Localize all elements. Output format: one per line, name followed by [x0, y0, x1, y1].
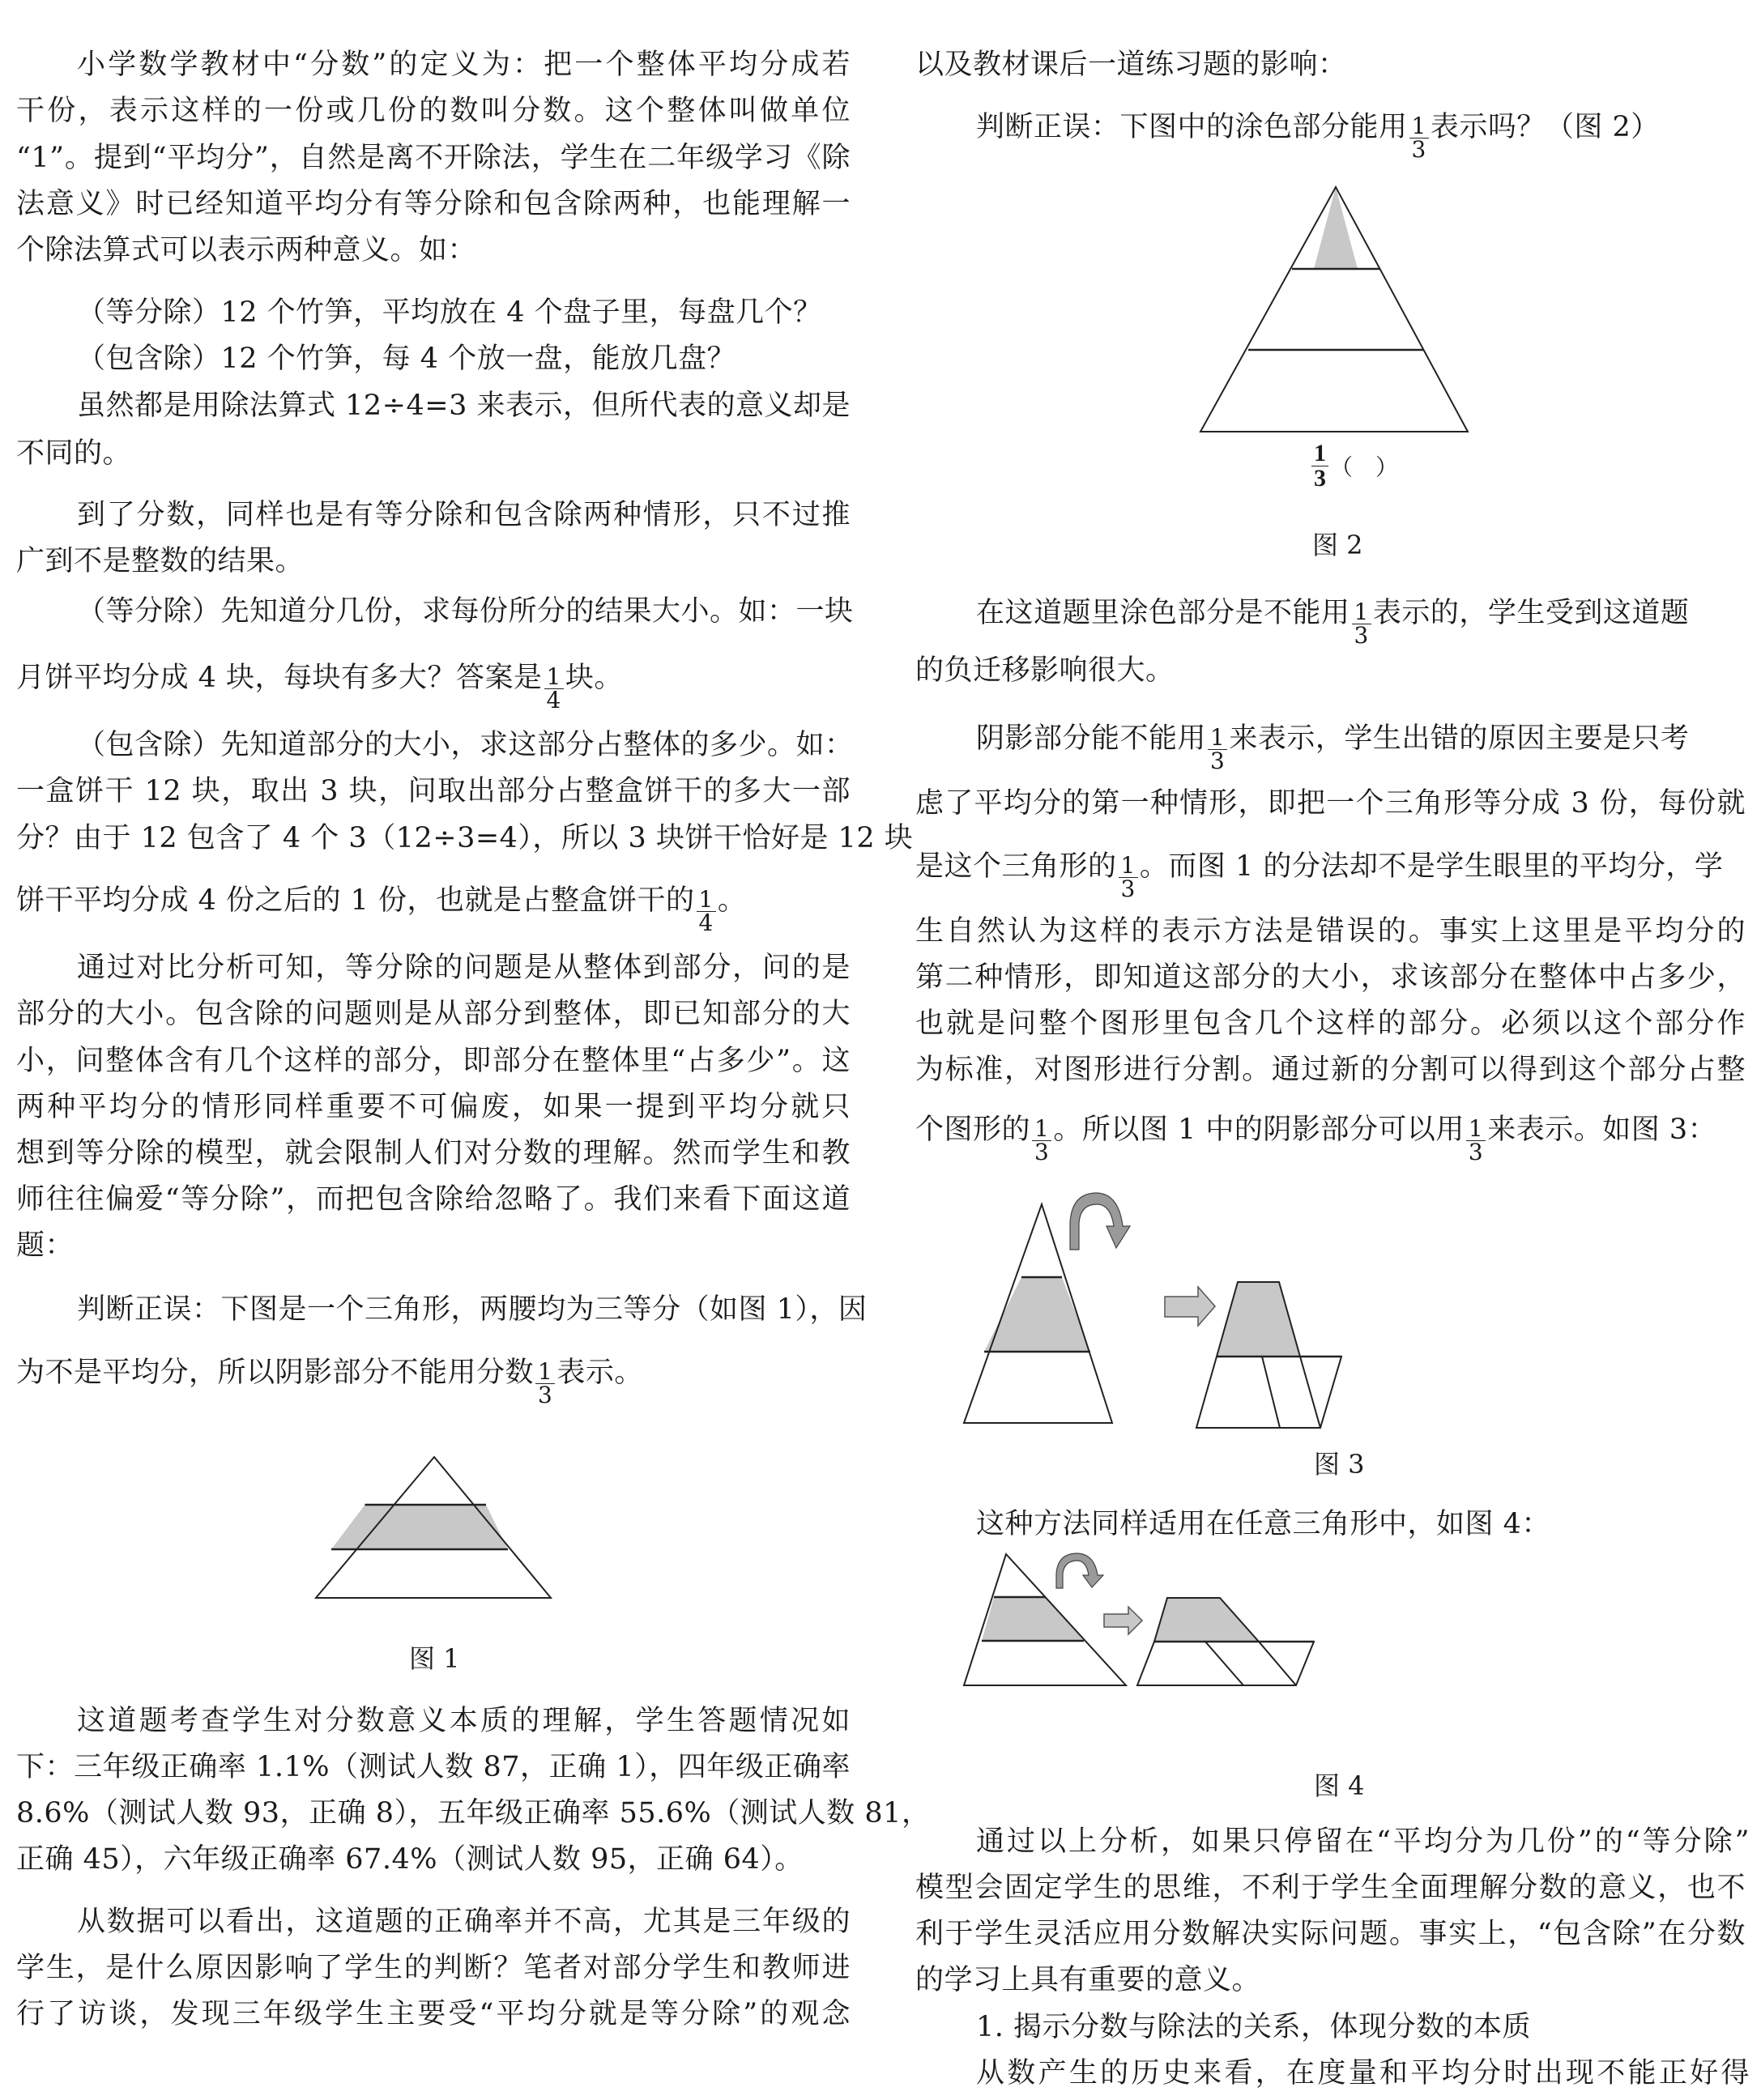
figure-4-right-inner-line-1: [1205, 1642, 1243, 1685]
paragraph-line: （包含除）12 个竹笋，每 4 个放一盘，能放几盘？: [77, 343, 736, 375]
fraction-one-third: [1311, 441, 1328, 491]
figure-3-curved-arrow: [1070, 1193, 1130, 1250]
answer-blank-parentheses: （ ）: [1330, 455, 1399, 481]
paragraph-line: [16, 656, 851, 713]
fraction-numerator: 1: [1409, 115, 1429, 138]
text-span: 表示。: [556, 1357, 643, 1389]
figure-3-caption: 图 3: [1314, 1449, 1365, 1480]
paragraph-line: 两种平均分的情形同样重要不可偏废，如果一提到平均分就只: [16, 1091, 851, 1123]
fraction-numerator: 1: [1466, 1118, 1486, 1141]
paragraph-line: 干份，表示这样的一份或几份的数叫分数。这个整体叫做单位: [16, 95, 851, 127]
fraction-one-third: [1466, 1115, 1486, 1165]
paragraph-line: 一盒饼干 12 块，取出 3 块，问取出部分占整盒饼干的多大一部: [16, 775, 851, 807]
paragraph-line: 这道题考查学生对分数意义本质的理解，学生答题情况如: [77, 1705, 851, 1737]
fraction-numerator: 1: [697, 888, 716, 912]
figure-2-answer-label: [1310, 441, 1398, 491]
paragraph-line: 生自然认为这样的表示方法是错误的。事实上这里是平均分的: [915, 915, 1746, 948]
fraction-one-third: [1119, 854, 1138, 901]
paragraph-line: 部分的大小。包含除的问题则是从部分到整体，即已知部分的大: [16, 998, 851, 1030]
fraction-one-third: [1352, 598, 1371, 649]
fraction-denominator: 3: [1411, 136, 1426, 163]
text-span: 。而图 1 的分法却不是学生眼里的平均分，学: [1139, 850, 1724, 883]
paragraph-line: 题：: [16, 1229, 75, 1262]
paragraph-line: 8.6%（测试人数 93，正确 8），五年级正确率 55.6%（测试人数 81，: [16, 1797, 931, 1830]
fraction-denominator: 3: [1468, 1139, 1484, 1165]
figure-3-right-inner-line-1: [1262, 1357, 1280, 1428]
text-span: 月饼平均分成 4 块，每块有多大？答案是: [16, 662, 543, 694]
paragraph-line: 小，问整体含有几个这样的部分，即部分在整体里“占多少”。这: [16, 1045, 851, 1077]
fraction-numerator: 1: [535, 1361, 555, 1384]
text-span: 为不是平均分，所以阴影部分不能用分数: [16, 1357, 535, 1389]
figure-3-right-arrow: [1165, 1287, 1215, 1326]
figure-3-right-inner-line-2: [1300, 1357, 1320, 1428]
text-span: 是这个三角形的: [915, 850, 1117, 883]
fraction-one-third: [1032, 1115, 1051, 1165]
paragraph-line: 第二种情形，即知道这部分的大小，求该部分在整体中占多少，: [915, 961, 1746, 994]
paragraph-line: [915, 1108, 1746, 1165]
paragraph-line: 通过对比分析可知，等分除的问题是从整体到部分，问的是: [77, 952, 851, 984]
text-span: 。: [717, 884, 747, 917]
paragraph-line: [16, 879, 851, 936]
fraction-denominator: 4: [698, 909, 714, 936]
figure-2-triangle: [1191, 178, 1482, 437]
paragraph-line: 广到不是整数的结果。: [16, 545, 305, 577]
paragraph-line: 正确 45），六年级正确率 67.4%（测试人数 95，正确 64）。: [16, 1843, 804, 1876]
paragraph-line: [976, 591, 1761, 649]
paragraph-line: “1”。提到“平均分”，自然是离不开除法，学生在二年级学习《除: [16, 142, 851, 174]
figure-1-shaded-band: [331, 1505, 508, 1549]
paragraph-line: 的学习上具有重要的意义。: [915, 1964, 1261, 1996]
paragraph-line: 想到等分除的模型，就会限制人们对分数的理解。然而学生和教: [16, 1137, 851, 1169]
paragraph-line: [16, 1351, 851, 1408]
paragraph-line: [915, 845, 1746, 902]
fraction-one-quarter: [697, 888, 716, 935]
paragraph-line: （包含除）先知道部分的大小，求这部分占整体的多少。如：: [77, 729, 854, 761]
paragraph-line: 学生，是什么原因影响了学生的判断？笔者对部分学生和教师进: [16, 1952, 851, 1984]
fraction-one-third: [535, 1358, 555, 1408]
figure-1-caption: 图 1: [409, 1643, 460, 1674]
figure-4-left-shaded-band: [982, 1597, 1084, 1641]
figure-2-caption: 图 2: [1312, 530, 1363, 560]
fraction-numerator: 1: [544, 666, 564, 689]
paragraph-line: 以及教材课后一道练习题的影响：: [915, 49, 1347, 81]
paragraph-line: 分？由于 12 包含了 4 个 3（12÷3=4），所以 3 块饼干恰好是 12 块: [16, 822, 914, 854]
paragraph-line: 也就是问整个图形里包含几个这样的部分。必须以这个部分作: [915, 1007, 1746, 1040]
text-span: 饼干平均分成 4 份之后的 1 份，也就是占整盒饼干的: [16, 884, 695, 917]
paragraph-line: （等分除）先知道分几份，求每份所分的结果大小。如：一块: [77, 595, 854, 628]
figure-4-curved-arrow: [1056, 1553, 1103, 1588]
text-span: 表示的，学生受到这道题: [1372, 597, 1690, 629]
section-heading: 1. 揭示分数与除法的关系，体现分数的本质: [976, 2011, 1532, 2043]
text-span: 阴影部分能不能用: [976, 722, 1207, 755]
paragraph-line: 从数产生的历史来看，在度量和平均分时出现不能正好得: [976, 2057, 1750, 2089]
fraction-numerator: 1: [1352, 601, 1371, 624]
fraction-denominator: 4: [546, 687, 561, 713]
text-span: 来表示，学生出错的原因主要是只考: [1229, 722, 1690, 755]
paragraph-line: 从数据可以看出，这道题的正确率并不高，尤其是三年级的: [77, 1906, 851, 1938]
paragraph-line: 到了分数，同样也是有等分除和包含除两种情形，只不过推: [77, 499, 851, 531]
text-span: 来表示。如图 3：: [1487, 1114, 1717, 1146]
figure-4-right-inner-line-2: [1259, 1642, 1296, 1685]
fraction-numerator: 1: [1311, 441, 1328, 466]
paragraph-line: [976, 105, 1761, 163]
fraction-one-third: [1409, 115, 1429, 161]
text-span: 判断正误：下图中的涂色部分能用: [976, 111, 1408, 143]
fraction-one-third: [1208, 726, 1227, 773]
text-span: 在这道题里涂色部分是不能用: [976, 597, 1350, 629]
paragraph-line: 模型会固定学生的思维，不利于学生全面理解分数的意义，也不: [915, 1872, 1746, 1904]
paragraph-line: 行了访谈，发现三年级学生主要受“平均分就是等分除”的观念: [16, 1998, 851, 2030]
figure-4-right-shaded-trapezoid: [1154, 1598, 1259, 1642]
paragraph-line: 下：三年级正确率 1.1%（测试人数 87，正确 1），四年级正确率: [16, 1751, 851, 1783]
paragraph-line: 的负迁移影响很大。: [915, 654, 1175, 687]
figure-4-right-arrow: [1104, 1607, 1142, 1634]
paragraph-line: 不同的。: [16, 437, 132, 470]
fraction-denominator: 3: [538, 1382, 553, 1408]
paragraph-line: 虽然都是用除法算式 12÷4=3 来表示，但所代表的意义却是: [77, 390, 851, 422]
fraction-denominator: 3: [1120, 875, 1136, 902]
figure-2-shaded-top: [1314, 187, 1358, 269]
fraction-denominator: 3: [1210, 748, 1226, 774]
paragraph-line: [976, 717, 1761, 774]
paragraph-line: 虑了平均分的第一种情形，即把一个三角形等分成 3 份，每份就: [915, 787, 1746, 820]
paragraph-line: 利于学生灵活应用分数解决实际问题。事实上，“包含除”在分数: [915, 1918, 1746, 1950]
paragraph-line: 通过以上分析，如果只停留在“平均分为几份”的“等分除”: [976, 1825, 1750, 1858]
paragraph-line: 法意义》时已经知道平均分有等分除和包含除两种，也能理解一: [16, 188, 851, 220]
paragraph-line: 为标准，对图形进行分割。通过新的分割可以得到这个部分占整: [915, 1054, 1746, 1086]
fraction-denominator: 3: [1354, 622, 1369, 649]
text-span: 块。: [565, 662, 623, 694]
figure-4-caption: 图 4: [1314, 1770, 1365, 1801]
figure-3-left-shaded-band: [984, 1277, 1090, 1352]
text-span: 。所以图 1 中的阴影部分可以用: [1053, 1114, 1465, 1146]
fraction-denominator: 3: [1314, 465, 1326, 492]
figure-3-diagram: [956, 1182, 1685, 1442]
paragraph-line: （等分除）12 个竹笋，平均放在 4 个盘子里，每盘几个？: [77, 296, 822, 329]
fraction-denominator: 3: [1034, 1139, 1050, 1165]
figure-3-right-shaded-trapezoid: [1217, 1282, 1300, 1357]
fraction-numerator: 1: [1208, 726, 1227, 750]
text-span: 个图形的: [915, 1114, 1031, 1146]
text-span: 表示吗？（图 2）: [1430, 111, 1660, 143]
figure-1-triangle: [308, 1450, 567, 1604]
paragraph-line: 判断正误：下图是一个三角形，两腰均为三等分（如图 1），因: [77, 1293, 868, 1326]
paragraph-line: 个除法算式可以表示两种意义。如：: [16, 234, 477, 266]
paragraph-line: 这种方法同样适用在任意三角形中，如图 4：: [976, 1508, 1550, 1540]
fraction-numerator: 1: [1032, 1118, 1051, 1141]
fraction-numerator: 1: [1119, 854, 1138, 878]
figure-4-diagram: [956, 1543, 1685, 1770]
fraction-one-quarter: [544, 663, 564, 713]
paragraph-line: 师往往偏爱“等分除”，而把包含除给忽略了。我们来看下面这道: [16, 1183, 851, 1216]
paragraph-line: 小学数学教材中“分数”的定义为：把一个整体平均分成若: [77, 49, 851, 81]
